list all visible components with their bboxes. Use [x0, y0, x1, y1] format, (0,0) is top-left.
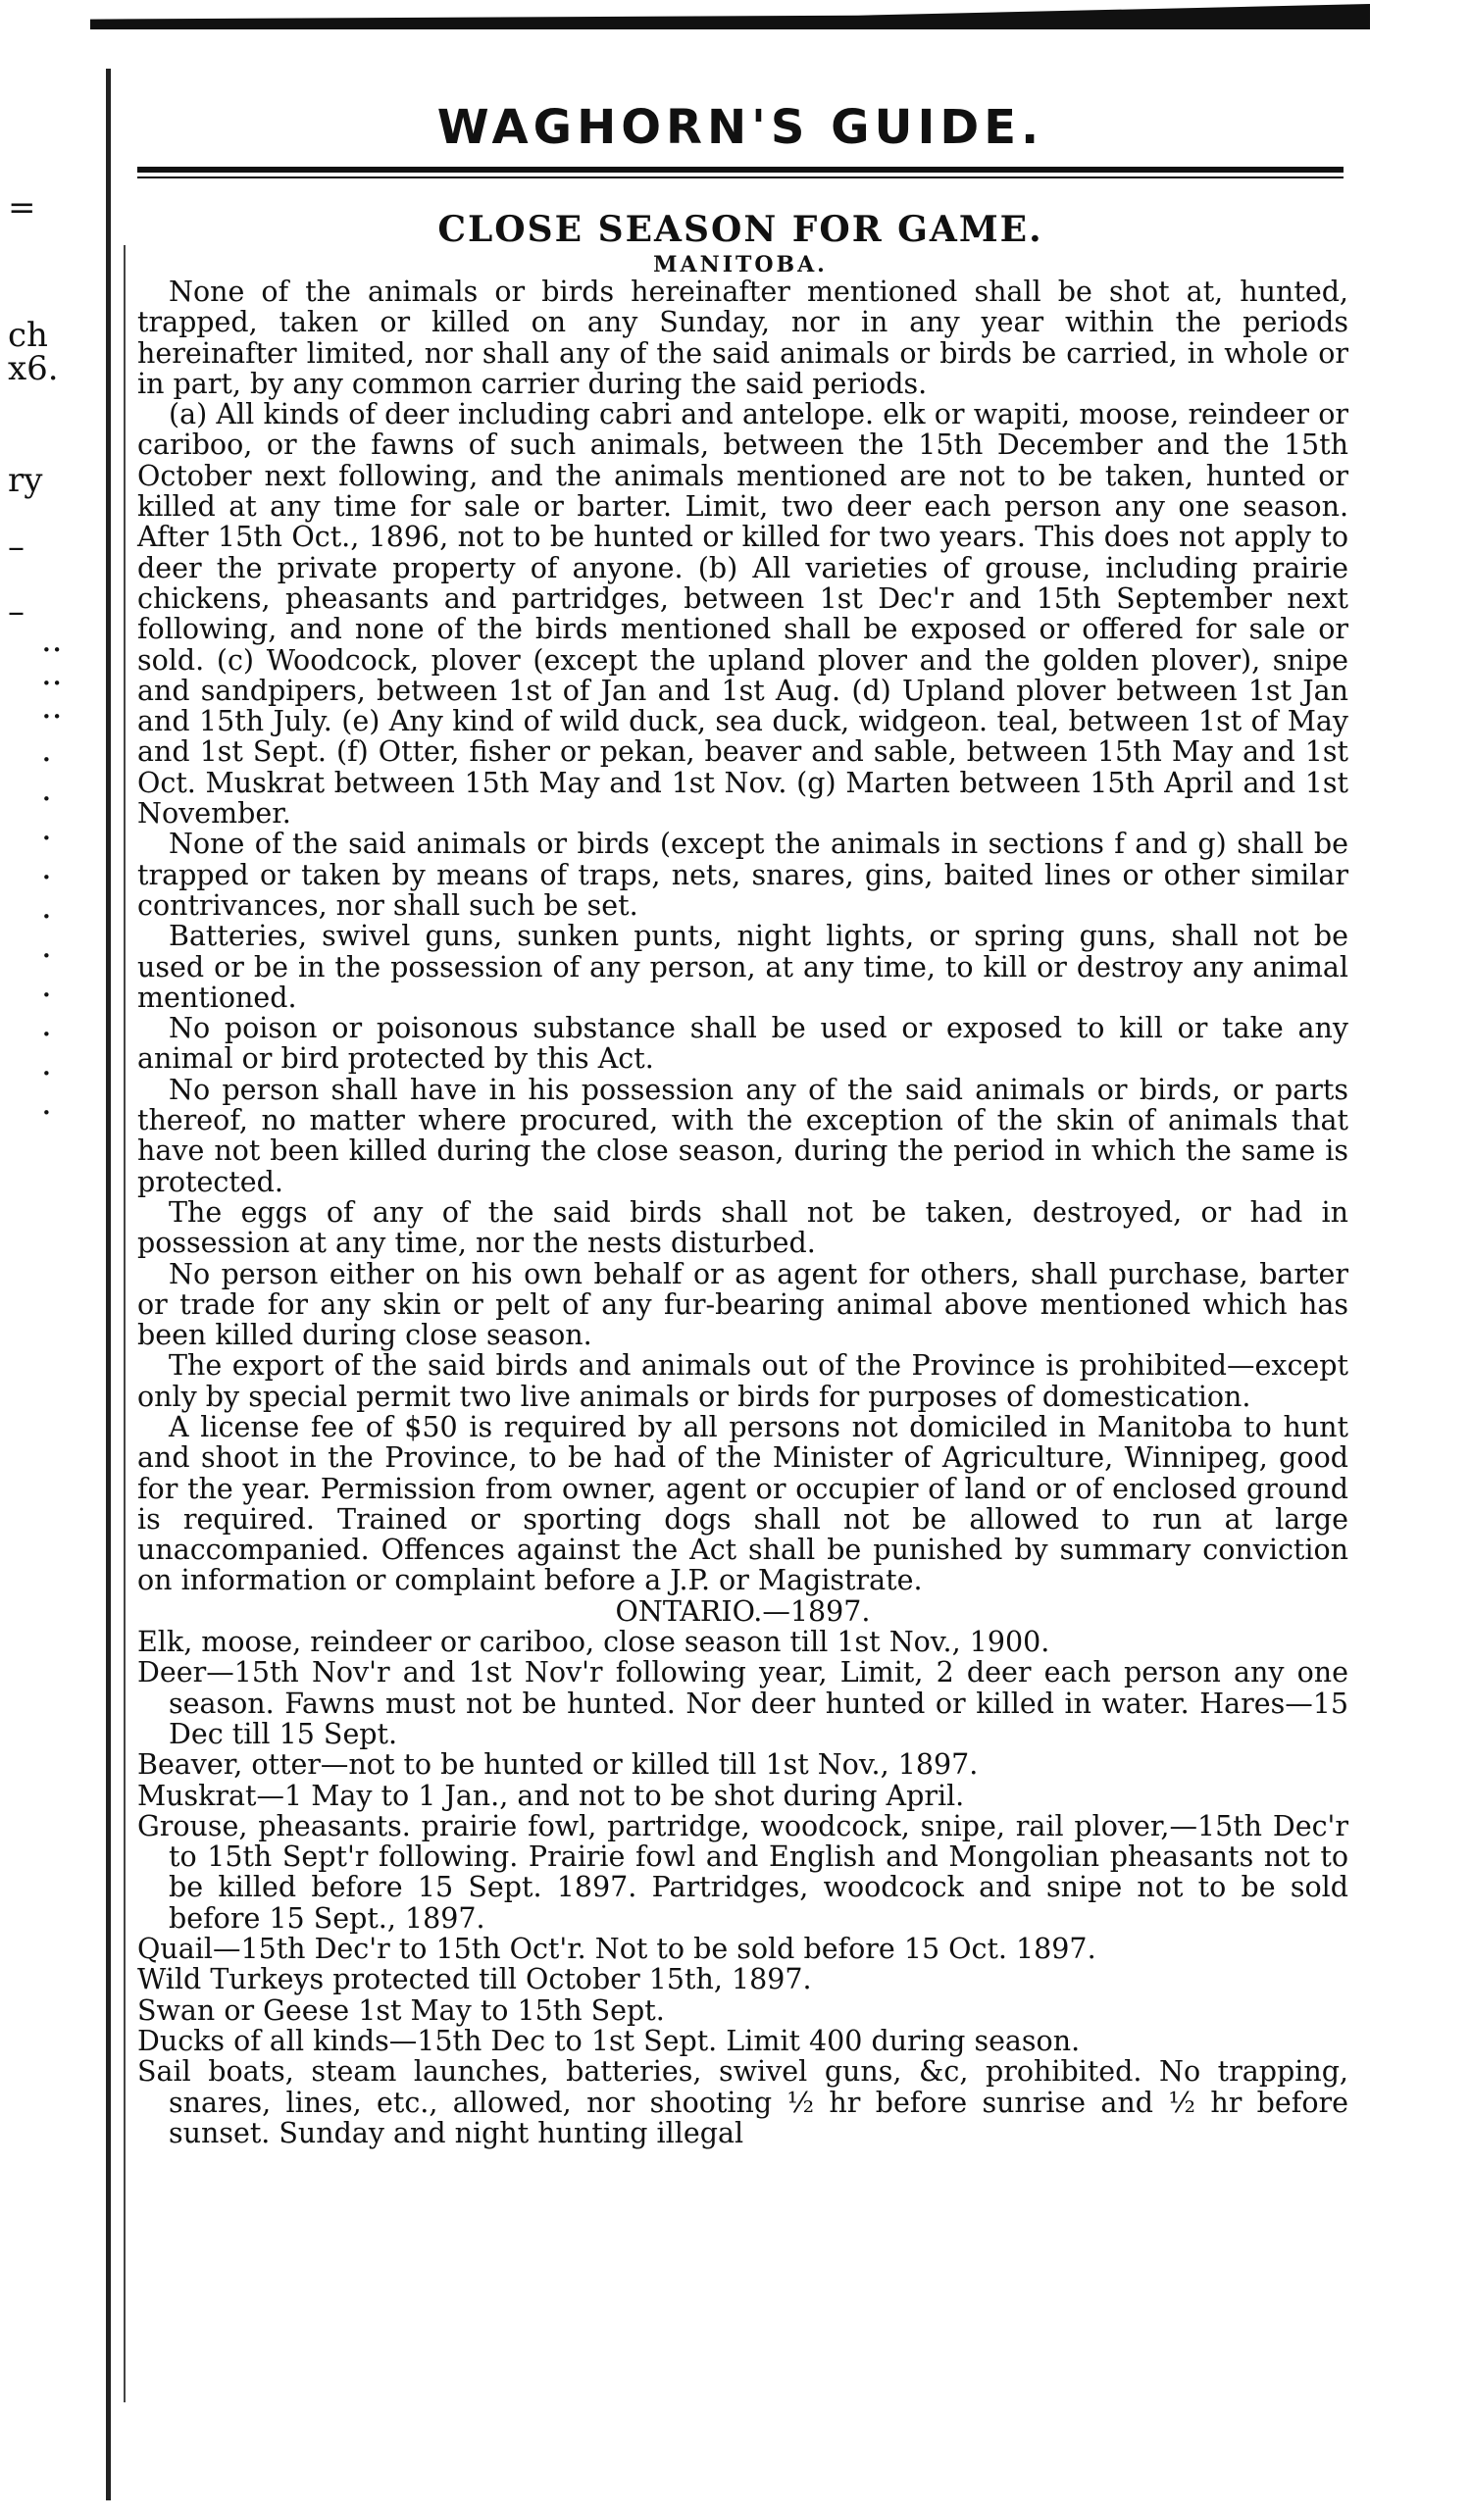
paragraph: The export of the said birds and animals out of the Province is prohibited—except only by special permit two live animals or birds for purposes of domestication.	[137, 1349, 1348, 1413]
margin-fragment: ch	[8, 316, 48, 355]
ontario-item: Ducks of all kinds—15th Dec to 1st Sept. Limit 400 during season.	[137, 2024, 1081, 2057]
ontario-item: Elk, moose, reindeer or cariboo, close season till 1st Nov., 1900.	[137, 1626, 1050, 1659]
province-heading-manitoba: MANITOBA.	[653, 252, 828, 277]
margin-dot: ·	[41, 1015, 52, 1054]
ontario-item: Muskrat—1 May to 1 Jan., and not to be shot during April.	[137, 1779, 965, 1812]
margin-dot: ·	[41, 819, 52, 858]
margin-fragment: ry	[8, 461, 43, 500]
paragraph: No person shall have in his possession any of the said animals or birds, or parts thereof, no matter where procured, with the exception of the skin of animals that have not been killed during the close season, during the period in which the same is protected.	[137, 1073, 1348, 1198]
head-rule-thick	[137, 167, 1344, 173]
margin-dot: ·	[41, 1054, 52, 1093]
article-body	[137, 277, 1348, 2148]
ontario-item: Swan or Geese 1st May to 15th Sept.	[137, 1993, 665, 2027]
ontario-item: Wild Turkeys protected till October 15th, 1897.	[137, 1963, 812, 1996]
margin-fragment: x6.	[8, 349, 59, 388]
margin-dot: ·	[41, 740, 52, 780]
paragraph: None of the said animals or birds (except the animals in sections f and g) shall be trapped or taken by means of traps, nets, snares, gins, baited lines or other similar contrivances, nor shall such be set.	[137, 828, 1348, 922]
ontario-item: Sail boats, steam launches, batteries, swivel guns, &c, prohibited. No trapping, snares, lines, etc., allowed, nor shooting ½ hr before sunrise and ½ hr before sunset. Sunday and night hunting illegal	[137, 2055, 1348, 2149]
margin-dot: ·	[41, 858, 52, 897]
margin-dots: ··	[41, 664, 63, 703]
ontario-item: Grouse, pheasants. prairie fowl, partridge, woodcock, snipe, rail plover,—15th Dec'r to 15th Sept'r following. Prairie fowl and English and Mongolian pheasants not to be killed before 15 Sept. 1897. Partridges, woodcock and snipe not to be sold before 15 Sept., 1897.	[137, 1809, 1348, 1935]
margin-dash: –	[8, 528, 25, 567]
left-column-rule	[106, 69, 111, 2500]
margin-dot: ·	[41, 780, 52, 819]
paragraph: A license fee of $50 is required by all persons not domiciled in Manitoba to hunt and shoot in the Province, to be had of the Minister of Agriculture, Winnipeg, good for the year. Permission from owner, agent or occupier of land or of enclosed ground is required. Trained or sporting dogs shall not be allowed to run at large unaccompanied. Offences against the Act shall be punished by summary conviction on information or complaint before a J.P. or Magistrate.	[137, 1410, 1348, 1597]
margin-dash: =	[8, 188, 36, 227]
margin-dot: ·	[41, 936, 52, 976]
ontario-item: Deer—15th Nov'r and 1st Nov'r following year, Limit, 2 deer each person any one season. Fawns must not be hunted. Nor deer hunted or killed in water. Hares—15 Dec till 15 Sept.	[137, 1656, 1348, 1750]
paragraph: No person either on his own behalf or as agent for others, shall purchase, barter or trade for any skin or pelt of any fur-bearing animal above mentioned which has been killed during close season.	[137, 1257, 1348, 1352]
paragraph: None of the animals or birds hereinafter mentioned shall be shot at, hunted, trapped, taken or killed on any Sunday, nor in any year within the periods hereinafter limited, nor shall any of the said animals or birds be carried, in whole or in part, by any common carrier during the said periods.	[137, 276, 1348, 400]
margin-dots: ··	[41, 630, 63, 670]
margin-dash: –	[8, 592, 25, 631]
margin-dots: ··	[41, 697, 63, 736]
margin-dot: ·	[41, 897, 52, 936]
paragraph: No poison or poisonous substance shall be used or exposed to kill or take any animal or bird protected by this Act.	[137, 1012, 1348, 1076]
paragraph: (a) All kinds of deer including cabri and antelope. elk or wapiti, moose, reindeer or cariboo, or the fawns of such animals, between the 15th December and the 15th October next following, and the animals mentioned are not to be taken, hunted or killed at any time for sale or barter. Limit, two deer each person any one season. After 15th Oct., 1896, not to be hunted or killed for two years. This does not apply to deer the private property of anyone. (b) All varieties of grouse, including prairie chickens, pheasants and partridges, between 1st Dec'r and 15th September next following, and none of the birds mentioned shall be exposed or offered for sale or sold. (c) Woodcock, plover (except the upland plover and the golden plover), snipe and sandpipers, between 1st of Jan and 1st Aug. (d) Upland plover between 1st Jan and 15th July. (e) Any kind of wild duck, sea duck, widgeon. teal, between 1st of May and 1st Sept. (f) Otter, fisher or pekan, beaver and sable, between 15th May and 1st Oct. Muskrat between 15th May and 1st Nov. (g) Marten between 15th April and 1st November.	[137, 398, 1348, 831]
paragraph: The eggs of any of the said birds shall not be taken, destroyed, or had in possession at any time, nor the nests disturbed.	[137, 1195, 1348, 1260]
ontario-item: Beaver, otter—not to be hunted or killed till 1st Nov., 1897.	[137, 1748, 979, 1782]
province-heading-ontario: ONTARIO.—1897.	[615, 1594, 871, 1628]
top-scan-border	[90, 4, 1370, 29]
margin-dot: ·	[41, 976, 52, 1015]
margin-dot: ·	[41, 1093, 52, 1133]
running-head: WAGHORN'S GUIDE.	[436, 100, 1044, 155]
head-rule-thin	[137, 176, 1344, 178]
ontario-item: Quail—15th Dec'r to 15th Oct'r. Not to be sold before 15 Oct. 1897.	[137, 1933, 1096, 1966]
paragraph: Batteries, swivel guns, sunken punts, night lights, or spring guns, shall not be used or be in the possession of any person, at any time, to kill or destroy any animal mentioned.	[137, 920, 1348, 1014]
section-title: CLOSE SEASON FOR GAME.	[437, 209, 1043, 250]
left-column-rule-inner	[124, 245, 126, 2402]
